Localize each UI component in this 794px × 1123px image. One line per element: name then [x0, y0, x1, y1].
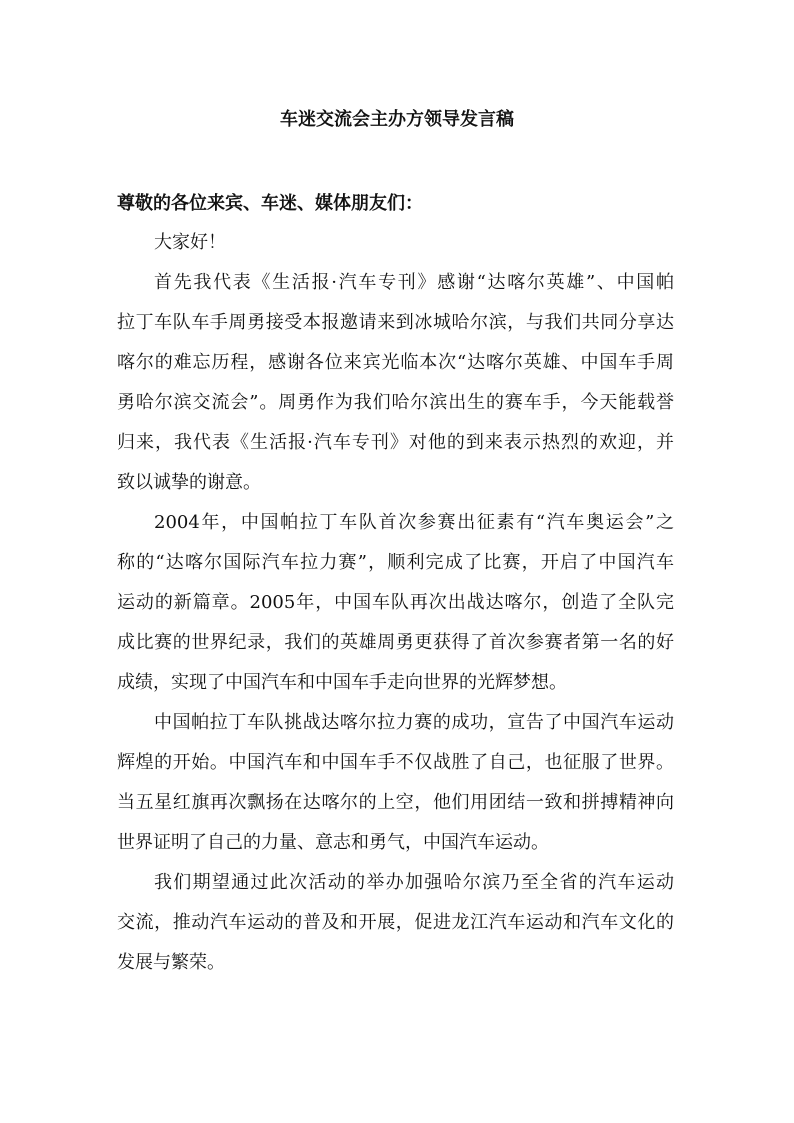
- paragraph-line: 发展与繁荣。: [117, 952, 225, 973]
- paragraph-line: 中国帕拉丁车队挑战达喀尔拉力赛的成功，宣告了中国汽车运动: [154, 712, 674, 733]
- paragraph: [117, 711, 674, 871]
- paragraph-line: 致以诚挚的谢意。: [117, 472, 261, 493]
- paragraph-line: 归来，我代表《生活报·汽车专刊》对他的到来表示热烈的欢迎，并: [117, 432, 674, 453]
- paragraph: [117, 271, 674, 511]
- paragraph: [117, 511, 674, 711]
- paragraph-line: 大家好！: [154, 232, 226, 253]
- paragraph-line: 世界证明了自己的力量、意志和勇气，中国汽车运动。: [117, 832, 549, 853]
- document-body: [117, 231, 674, 991]
- salutation: 尊敬的各位来宾、车迷、媒体朋友们：: [117, 193, 423, 214]
- paragraph-line: 我们期望通过此次活动的举办加强哈尔滨乃至全省的汽车运动: [154, 872, 674, 893]
- paragraph: [117, 231, 674, 271]
- paragraph-line: 当五星红旗再次飘扬在达喀尔的上空，他们用团结一致和拼搏精神向: [117, 792, 674, 813]
- paragraph-line: 成绩，实现了中国汽车和中国车手走向世界的光辉梦想。: [117, 672, 567, 693]
- paragraph-line: 运动的新篇章。2005年，中国车队再次出战达喀尔，创造了全队完: [117, 592, 674, 613]
- paragraph: [117, 871, 674, 991]
- paragraph-line: 交流，推动汽车运动的普及和开展，促进龙江汽车运动和汽车文化的: [117, 912, 674, 933]
- paragraph-line: 勇哈尔滨交流会”。周勇作为我们哈尔滨出生的赛车手，今天能载誉: [117, 392, 674, 413]
- paragraph-line: 辉煌的开始。中国汽车和中国车手不仅战胜了自己，也征服了世界。: [117, 752, 674, 773]
- paragraph-line: 拉丁车队车手周勇接受本报邀请来到冰城哈尔滨，与我们共同分享达: [117, 312, 674, 333]
- paragraph-line: 称的“达喀尔国际汽车拉力赛”，顺利完成了比赛，开启了中国汽车: [117, 552, 674, 573]
- paragraph-line: 喀尔的难忘历程，感谢各位来宾光临本次“达喀尔英雄、中国车手周: [117, 352, 674, 373]
- paragraph-line: 2004年，中国帕拉丁车队首次参赛出征素有“汽车奥运会”之: [154, 512, 674, 533]
- paragraph-line: 成比赛的世界纪录，我们的英雄周勇更获得了首次参赛者第一名的好: [117, 632, 674, 653]
- paragraph-line: 首先我代表《生活报·汽车专刊》感谢“达喀尔英雄”、中国帕: [154, 272, 674, 293]
- document-title: 车迷交流会主办方领导发言稿: [280, 109, 514, 130]
